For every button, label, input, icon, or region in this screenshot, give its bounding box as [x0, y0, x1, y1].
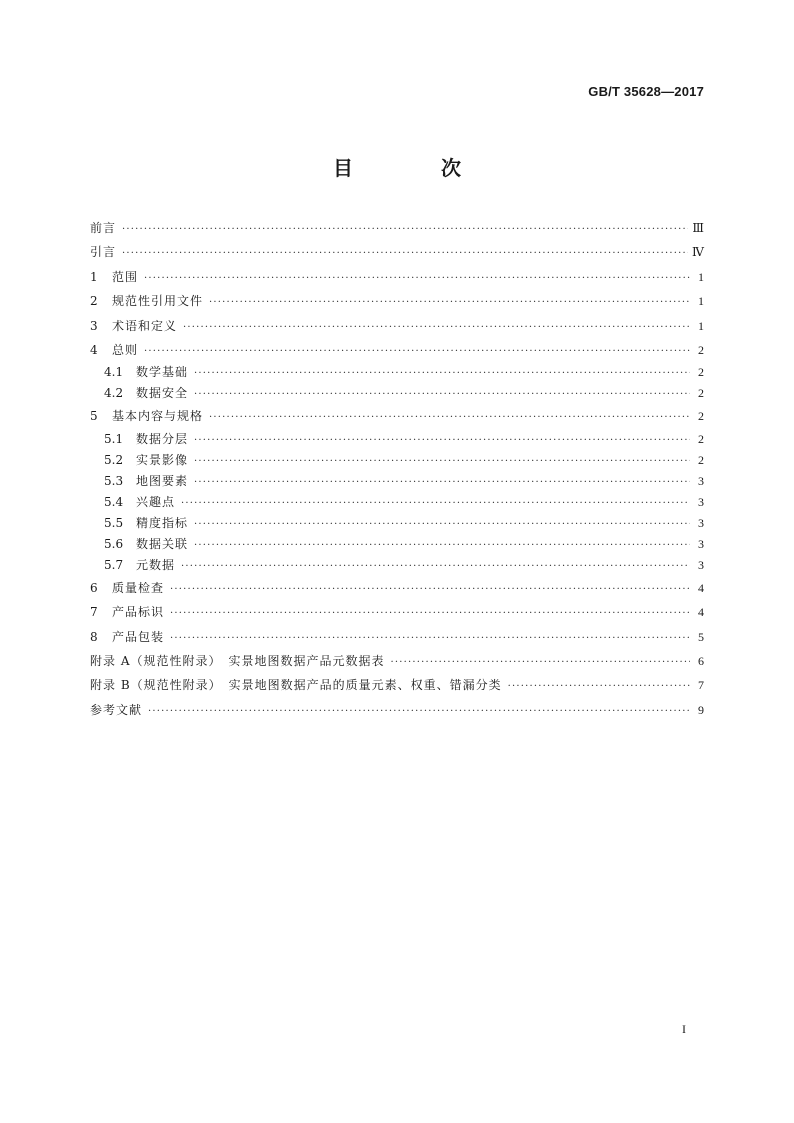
- toc-dot-leader: [194, 433, 690, 449]
- toc-entry-number: 4.1: [104, 365, 124, 380]
- toc-entry-page: 2: [698, 409, 704, 424]
- toc-dot-leader: [194, 517, 690, 533]
- toc-entry-page: 1: [698, 269, 704, 284]
- toc-entry-label: 精度指标: [136, 515, 189, 530]
- toc-entry[interactable]: [90, 289, 704, 313]
- toc-dot-leader: [144, 344, 690, 360]
- toc-entry[interactable]: [90, 314, 704, 338]
- toc-dot-leader: [170, 582, 690, 598]
- toc-entry-page: 3: [698, 515, 704, 530]
- toc-entry-label: 附录 A（规范性附录） 实景地图数据产品元数据表: [90, 653, 385, 668]
- toc-entry-label: 兴趣点: [136, 494, 176, 509]
- toc-entry-label: 术语和定义: [112, 318, 178, 333]
- toc-entry-number: 5.5: [104, 515, 124, 530]
- toc-entry-label: 数学基础: [136, 365, 189, 380]
- toc-entry-number: 4.2: [104, 386, 124, 401]
- toc-dot-leader: [194, 475, 690, 491]
- toc-entry-number: 8: [90, 629, 98, 644]
- toc-entry[interactable]: [90, 471, 704, 492]
- toc-dot-leader: [170, 606, 690, 622]
- toc-entry-label: 附录 B（规范性附录） 实景地图数据产品的质量元素、权重、错漏分类: [90, 678, 502, 693]
- toc-entry-label: 参考文献: [90, 702, 143, 717]
- toc-entry-page: 2: [698, 386, 704, 401]
- toc-entry-label: 总则: [112, 342, 139, 357]
- toc-entry-page: 9: [698, 702, 704, 717]
- toc-entry-number: 6: [90, 580, 98, 595]
- toc-entry[interactable]: [90, 625, 704, 649]
- toc-entry-page: 5: [698, 629, 704, 644]
- toc-entry-label: 数据关联: [136, 536, 189, 551]
- toc-entry-number: 4: [90, 342, 98, 357]
- toc-entry[interactable]: [90, 492, 704, 513]
- toc-entry-label: 地图要素: [136, 473, 189, 488]
- toc-entry-page: 2: [698, 431, 704, 446]
- toc-dot-leader: [181, 496, 690, 512]
- toc-entry[interactable]: [90, 362, 704, 383]
- toc-entry-label: 前言: [90, 221, 117, 235]
- toc-entry-label: 实景影像: [136, 452, 189, 467]
- toc-entry-number: 1: [90, 269, 98, 284]
- toc-entry-label: 数据分层: [136, 431, 189, 446]
- toc-entry-page: 7: [698, 678, 704, 693]
- toc-dot-leader: [508, 679, 690, 695]
- toc-entry[interactable]: [90, 240, 704, 264]
- toc-entry[interactable]: [90, 534, 704, 555]
- toc-entry-number: 3: [90, 318, 98, 333]
- toc-entry-page: 1: [698, 318, 704, 333]
- toc-entry[interactable]: [90, 265, 704, 289]
- toc-entry-label: 数据安全: [136, 386, 189, 401]
- toc-dot-leader: [170, 631, 690, 647]
- toc-entry[interactable]: [90, 338, 704, 362]
- toc-entry[interactable]: [90, 698, 704, 722]
- toc-entry-page: 2: [698, 342, 704, 357]
- toc-entry[interactable]: [90, 450, 704, 471]
- toc-entry[interactable]: [90, 404, 704, 428]
- toc-entry-number: 7: [90, 605, 98, 620]
- document-number: GB/T 35628—2017: [588, 84, 704, 99]
- toc-dot-leader: [194, 454, 690, 470]
- toc-entry-label: 质量检查: [112, 580, 165, 595]
- toc-dot-leader: [122, 222, 688, 238]
- toc-entry[interactable]: [90, 673, 704, 697]
- toc-entry[interactable]: [90, 576, 704, 600]
- toc-entry-number: 5.1: [104, 431, 124, 446]
- toc-dot-leader: [209, 295, 690, 311]
- toc-entry[interactable]: [90, 383, 704, 404]
- toc-entry-page: 3: [698, 494, 704, 509]
- toc-entry-page: 4: [698, 580, 704, 595]
- toc-entry-label: 范围: [112, 269, 139, 284]
- toc-entry-page: 1: [698, 294, 704, 309]
- toc-dot-leader: [209, 410, 690, 426]
- toc-entry-page: 6: [698, 653, 704, 668]
- toc-entry-label: 基本内容与规格: [112, 409, 204, 424]
- toc-dot-leader: [183, 320, 690, 336]
- toc-dot-leader: [148, 704, 690, 720]
- toc-entry[interactable]: [90, 600, 704, 624]
- toc-entry-number: 2: [90, 294, 98, 309]
- toc-list: [90, 216, 704, 722]
- toc-entry-label: 产品标识: [112, 605, 165, 620]
- toc-dot-leader: [390, 655, 690, 671]
- toc-entry-number: 5: [90, 409, 98, 424]
- toc-entry-number: 5.3: [104, 473, 124, 488]
- toc-entry-number: 5.4: [104, 494, 124, 509]
- toc-entry-page: Ⅳ: [692, 245, 704, 260]
- toc-entry[interactable]: [90, 555, 704, 576]
- toc-entry[interactable]: [90, 216, 704, 240]
- toc-dot-leader: [194, 538, 690, 554]
- toc-entry-page: 3: [698, 557, 704, 572]
- toc-entry-label: 规范性引用文件: [112, 294, 204, 309]
- toc-title: 目 次: [333, 156, 495, 180]
- toc-entry-page: 3: [698, 473, 704, 488]
- toc-entry-label: 元数据: [136, 557, 176, 572]
- toc-entry[interactable]: [90, 649, 704, 673]
- toc-entry-page: 3: [698, 536, 704, 551]
- toc-entry-label: 产品包装: [112, 629, 165, 644]
- page-number: I: [682, 1022, 686, 1036]
- toc-dot-leader: [194, 366, 690, 382]
- toc-entry[interactable]: [90, 429, 704, 450]
- toc-entry-page: 2: [698, 452, 704, 467]
- toc-dot-leader: [194, 387, 690, 403]
- toc-entry[interactable]: [90, 513, 704, 534]
- toc-entry-page: 2: [698, 365, 704, 380]
- toc-dot-leader: [122, 246, 688, 262]
- toc-dot-leader: [181, 559, 690, 575]
- toc-entry-number: 5.7: [104, 557, 124, 572]
- toc-entry-number: 5.2: [104, 452, 124, 467]
- toc-dot-leader: [144, 271, 690, 287]
- toc-entry-page: Ⅲ: [692, 221, 704, 235]
- toc-entry-label: 引言: [90, 245, 117, 260]
- toc-entry-number: 5.6: [104, 536, 124, 551]
- toc-entry-page: 4: [698, 605, 704, 620]
